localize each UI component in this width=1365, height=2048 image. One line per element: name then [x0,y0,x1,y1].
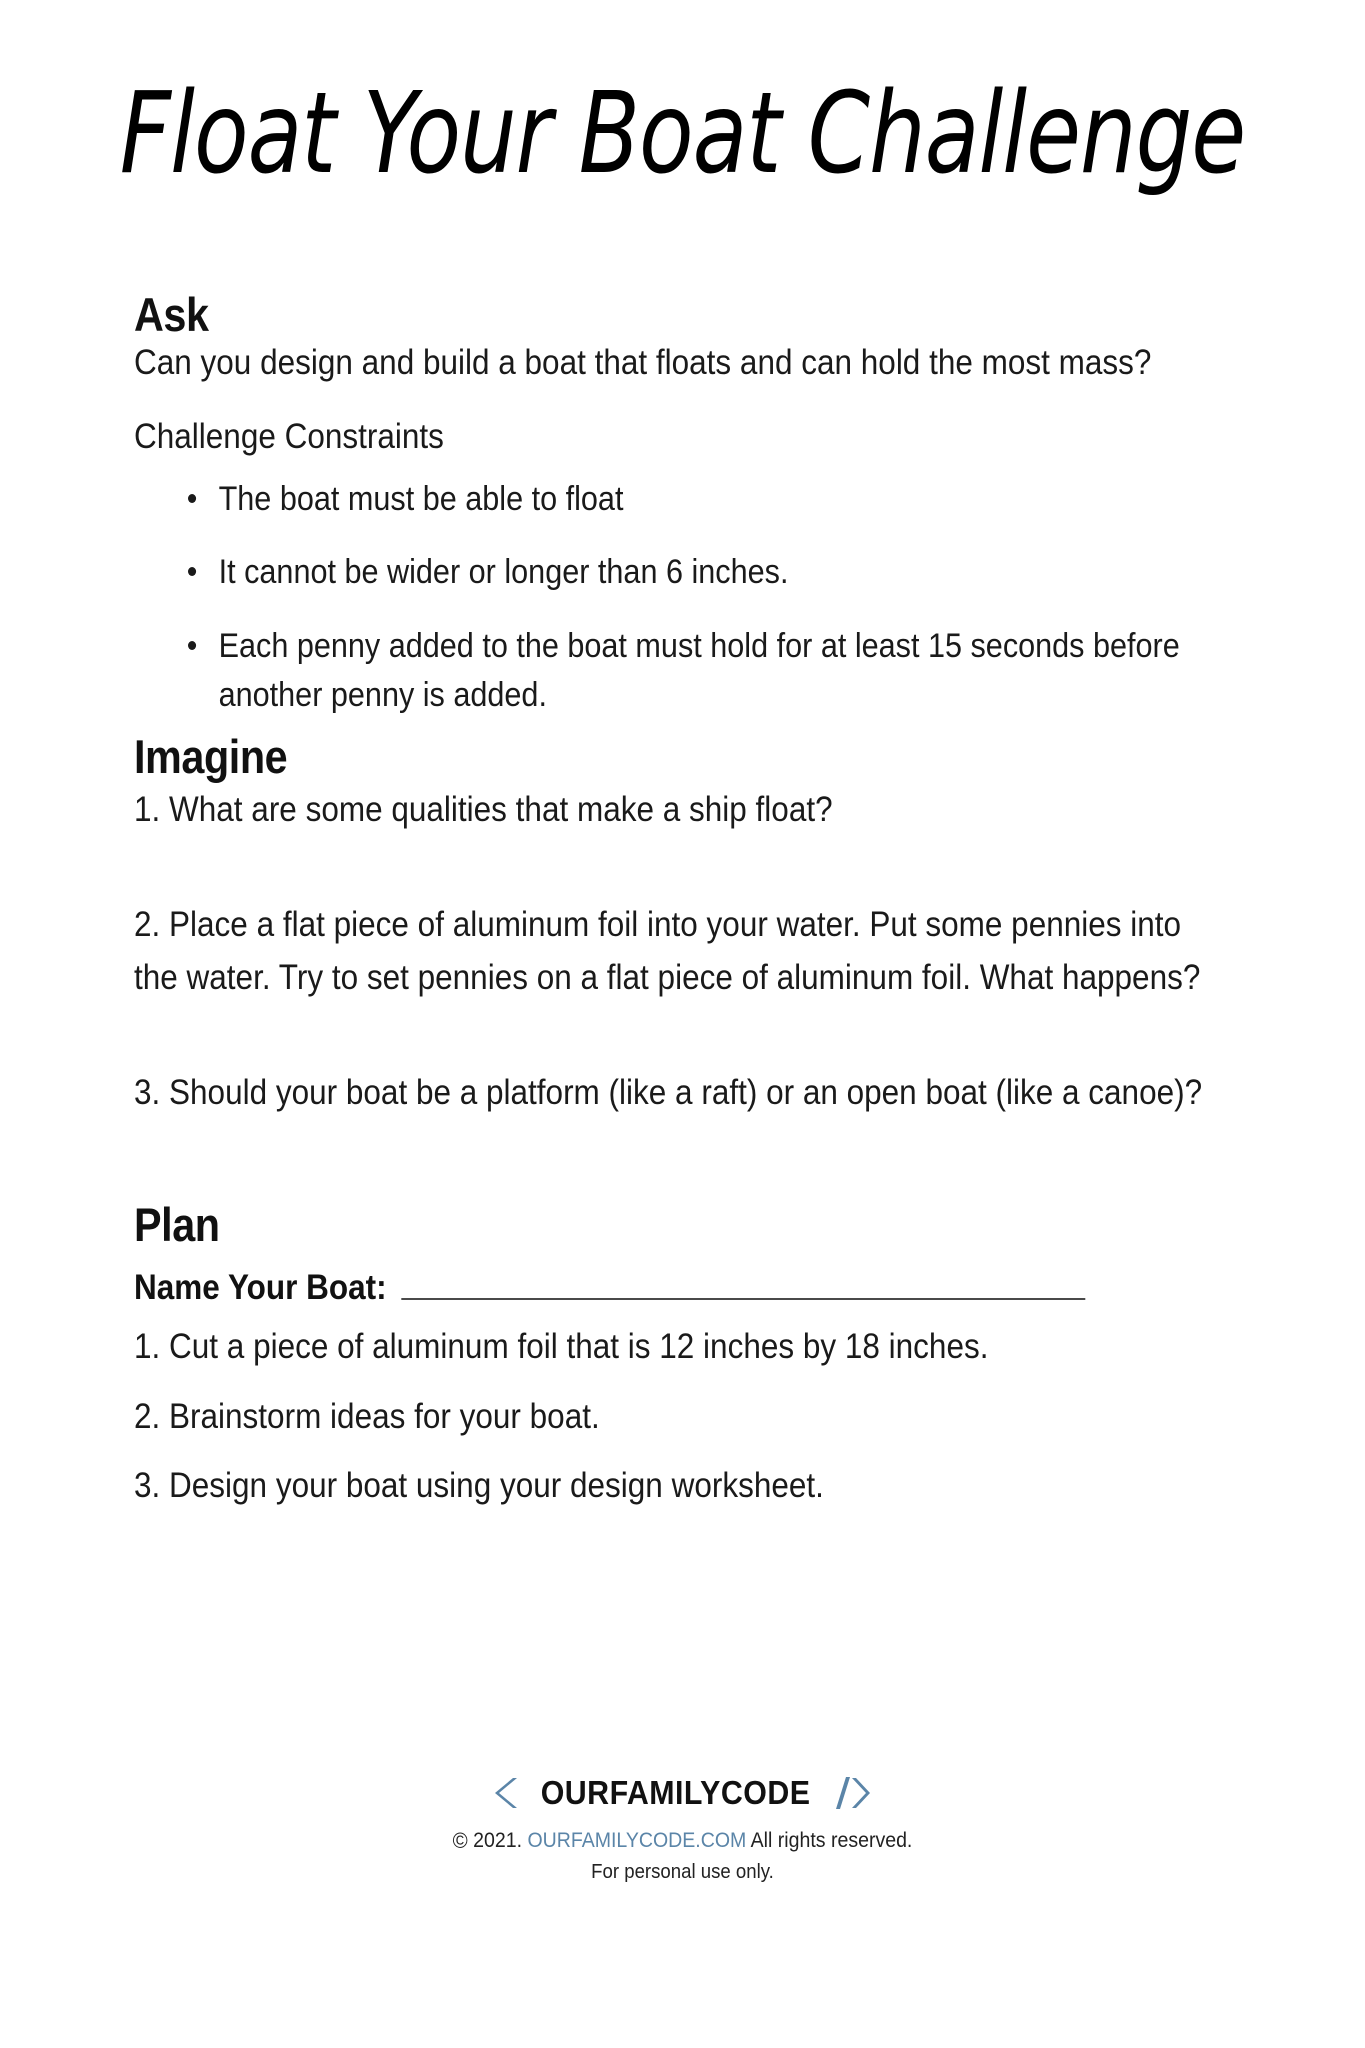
ask-question: Can you design and build a boat that floats and can hold the most mass? [134,342,1152,382]
brand-name: OURFAMILYCODE [540,1774,811,1811]
list-item [188,548,1254,597]
worksheet-content [134,290,1224,1528]
plan-steps-list [134,1320,1224,1512]
copyright-icon: © [452,1828,468,1853]
list-item-label: The boat must be able to float [218,479,624,518]
constraints-label: Challenge Constraints [134,416,444,456]
brand-logo [0,1772,1365,1814]
list-item [188,475,1254,524]
imagine-question-3: 3. Should your boat be a platform (like a raft) or an open boat (like a canoe)? [134,1073,1203,1113]
spacer [134,720,1224,732]
constraints-list [134,475,1224,720]
name-your-boat-input[interactable] [401,1297,1085,1300]
spacer [134,1120,1224,1200]
plan-step-2: 2. Brainstorm ideas for your boat. [134,1396,600,1436]
copyright-line [48,1828,1317,1854]
name-your-boat-row [134,1268,1223,1308]
bullet-icon [188,641,196,650]
name-your-boat-label: Name Your Boat: [134,1268,387,1308]
imagine-question-2: 2. Place a flat piece of aluminum foil into your water. Put some pennies into the water. Try to set pennies on a flat piece of aluminum foil. What happens? [134,905,1201,998]
imagine-question-1: 1. What are some qualities that make a ship float? [134,789,833,829]
list-item-label: Each penny added to the boat must hold for at least 15 seconds before another penny is added. [218,626,1180,714]
spacer [134,1308,1224,1320]
slash-chevron-right-icon [832,1776,872,1810]
page-title: Float Your Boat Challenge [119,68,1246,199]
bullet-icon [188,567,196,576]
list-item [188,622,1254,721]
spacer [134,836,1224,898]
list-item-label: It cannot be wider or longer than 6 inches. [218,553,789,592]
bullet-icon [188,494,196,503]
plan-step-3: 3. Design your boat using your design worksheet. [134,1465,824,1505]
personal-use-note: For personal use only. [591,1861,774,1883]
copyright-year: 2021. [473,1829,523,1852]
chevron-left-icon [493,1776,519,1810]
section-heading-ask: Ask [134,288,209,341]
section-heading-imagine: Imagine [134,730,288,784]
footer [0,1772,1365,1884]
spacer [134,1004,1224,1066]
rights-text: All rights reserved. [750,1829,913,1852]
spacer [134,385,1224,415]
plan-step-1: 1. Cut a piece of aluminum foil that is 12 inches by 18 inches. [134,1327,989,1367]
website-link[interactable]: OURFAMILYCODE.COM [527,1829,747,1852]
section-heading-plan: Plan [134,1197,220,1251]
